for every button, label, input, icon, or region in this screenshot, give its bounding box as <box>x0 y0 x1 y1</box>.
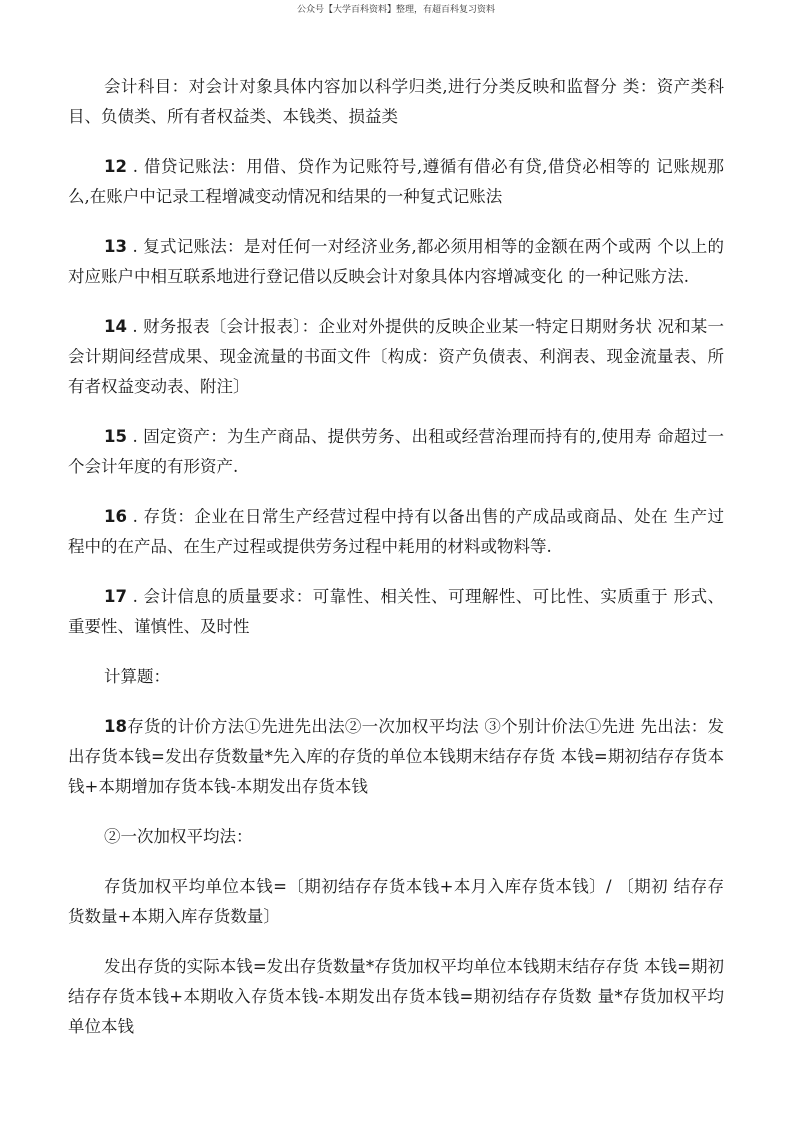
paragraph-actual-cost <box>68 952 724 1042</box>
paragraph-18 <box>68 712 724 802</box>
paragraph-text: 存货加权平均单位本钱=〔期初结存存货本钱+本月入库存货本钱〕/ 〔期初 结存存货数量+本期入库存货数量〕 <box>68 877 724 926</box>
item-number: 15 <box>104 427 127 446</box>
paragraph-weighted-average-heading <box>68 822 724 852</box>
paragraph-text: . 借贷记账法：用借、贷作为记账符号,遵循有借必有贷,借贷必相等的 记账规那么,在账户中记录工程增减变动情况和结果的一种复式记账法 <box>68 157 724 206</box>
paragraph-text: 发出存货的实际本钱=发出存货数量*存货加权平均单位本钱期末结存存货 本钱=期初结存存货本钱+本期收入存货本钱-本期发出存货本钱=期初结存存货数 量*存货加权平均单位本钱 <box>68 957 724 1036</box>
paragraph-17 <box>68 582 724 642</box>
section-heading-calculation <box>68 662 724 692</box>
item-number: 16 <box>104 507 127 526</box>
document-body <box>68 72 724 1062</box>
paragraph-16 <box>68 502 724 562</box>
item-number: 13 <box>104 237 127 256</box>
paragraph-text: 存货的计价方法①先进先出法②一次加权平均法 ③个别计价法①先进 先出法：发出存货本钱=发出存货数量*先入库的存货的单位本钱期末结存存货 本钱=期初结存存货本钱+本期增加存货本钱-本期发出存货本钱 <box>68 717 724 796</box>
paragraph-15 <box>68 422 724 482</box>
paragraph-text: . 会计信息的质量要求：可靠性、相关性、可理解性、可比性、实质重于 形式、重要性、谨慎性、及时性 <box>68 587 724 636</box>
paragraph-12 <box>68 152 724 212</box>
paragraph-text: . 财务报表〔会计报表〕：企业对外提供的反映企业某一特定日期财务状 况和某一会计期间经营成果、现金流量的书面文件〔构成：资产负债表、利润表、现金流量表、所有者权益变动表、附注〕 <box>68 317 724 396</box>
item-number: 18 <box>104 717 127 736</box>
item-number: 17 <box>104 587 127 606</box>
paragraph-text: . 存货：企业在日常生产经营过程中持有以备出售的产成品或商品、处在 生产过程中的在产品、在生产过程或提供劳务过程中耗用的材料或物料等. <box>68 507 724 556</box>
paragraph-accounting-subjects <box>68 72 724 132</box>
page-header: 公众号【大学百科资料】整理，有超百科复习资料 <box>296 5 495 15</box>
paragraph-13 <box>68 232 724 292</box>
paragraph-text: 计算题： <box>104 667 170 686</box>
paragraph-14 <box>68 312 724 402</box>
item-number: 14 <box>104 317 127 336</box>
paragraph-text: . 固定资产：为生产商品、提供劳务、出租或经营治理而持有的,使用寿 命超过一个会计年度的有形资产. <box>68 427 724 476</box>
paragraph-text: ②一次加权平均法： <box>104 827 253 846</box>
paragraph-weighted-unit-cost <box>68 872 724 932</box>
paragraph-text: 会计科目：对会计对象具体内容加以科学归类,进行分类反映和监督分 类：资产类科目、负债类、所有者权益类、本钱类、损益类 <box>68 77 724 126</box>
item-number: 12 <box>104 157 127 176</box>
paragraph-text: . 复式记账法：是对任何一对经济业务,都必须用相等的金额在两个或两 个以上的对应账户中相互联系地进行登记借以反映会计对象具体内容增减变化 的一种记账方法. <box>68 237 724 286</box>
